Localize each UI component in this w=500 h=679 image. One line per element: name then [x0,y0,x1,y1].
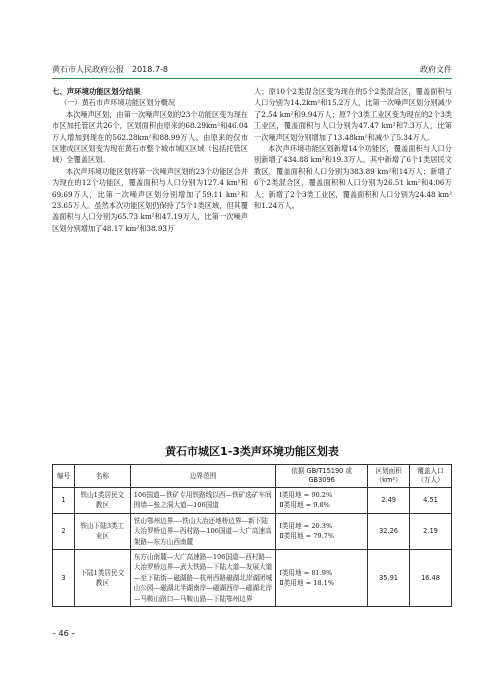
row-no: 3 [53,550,75,607]
table-header-row [53,465,452,488]
land-share-2: Ⅱ类用地 = 79.7% [279,532,335,541]
row-basis [276,550,368,607]
row-pop: 4.51 [410,488,452,514]
right-column [254,86,452,211]
land-share-1: Ⅰ类用地 = 81.9% [279,568,333,577]
paragraph-3: 本次声环境功能区划新增14个功能区，覆盖面积与人口分别新增了434.88 km²和19.3万人。其中新增了6个1类居民文教区，覆盖面积和人口分别为383.89 km²和14万人；新增了6个2类混合区，覆盖面积和人口分别为26.51 km²和4.06万人；新增了2个3类工业区，覆盖面积和人口分别为24.48 km²和1.24万人。 [254,144,452,211]
land-share-1: Ⅰ类用地 = 20.3% [279,522,333,531]
header-pop: 覆盖人口（万人） [410,465,452,488]
row-area: 35.91 [368,550,410,607]
land-share-2: Ⅱ类用地 = 9.8% [279,501,330,510]
row-scope: 106国道—铁矿专用铁路线以西—铁矿选矿车间围墙—张之洞大道—106国道 [130,488,275,514]
header-name: 名称 [74,465,130,488]
row-area: 2.49 [368,488,410,514]
table-title: 黄石市城区1-3类声环境功能区划表 [165,445,339,458]
row-name: 铁山1类居民文教区 [74,488,130,514]
row-name: 铁山下陆3类工业区 [74,513,130,549]
row-no: 1 [53,488,75,514]
paragraph-1: 本次噪声区划，由第一次噪声区划的23个功能区变为现在市区加托管区共26个，区划面积由原来的68.29km²和46.04万人增加到现在的562.28km²和88.99万人。由原来的仅市区建成区区划变为现在黄石市整个城市城区区域（包括托管区域）全覆盖区划。 [52,109,248,165]
section-label: 政府文件 [420,65,452,74]
row-basis [276,513,368,549]
header-basis: 依据 GB/T15190 或 GB3096 [276,465,368,488]
page-number: – 46 – [52,629,76,638]
page-header [52,62,452,79]
header-no: 编号 [53,465,75,488]
row-pop: 16.48 [410,550,452,607]
land-share-2: Ⅱ类用地 = 18.1% [279,579,335,588]
header-scope: 边界范围 [130,465,275,488]
row-pop: 2.19 [410,513,452,549]
section-title: 七、声环境功能区划分结果 [52,87,141,96]
row-name: 下陆1类居民文教区 [74,550,130,607]
left-column [52,86,248,234]
journal-title: 黄石市人民政府公报 2018.7-8 [52,65,168,74]
table-row [53,488,452,514]
row-area: 32.26 [368,513,410,549]
header-area: 区划面积（km²） [368,465,410,488]
row-scope: 东方山南麓—大广高速路—106国道—西村路—大冶罗桥边界—武大铁路—下陆大道—发展大道—至下陆街—磁湖路—杭州西路磁湖北岸湖团城山公园—磁湖北半湖南岸—磁湖西岸—磁湖北岸—马鞍山路口—马鞍山路—下陆鄂州边界 [130,550,275,607]
paragraph-2-continued: 人；原10个2类混合区变为现在的5个2类混合区，覆盖面积与人口分别为14.2km²和15.2万人，比第一次噪声区划分别减少了2.54 km²和9.94万人；原7个3类工业区变为现在的2个3类工业区，覆盖面积与人口分别为47.47 km²和7.3万人，比第一次噪声区划分别增加了13.48km²和减少了5.34万人。 [254,87,452,142]
paragraph-2: 本次声环境功能区划将第一次噪声区划的23个功能区合并为现在的12个功能区，覆盖面积与人口分别为127.4 km²和69.69万人，比第一次噪声区划分别增加了59.11 km²和23.65万人。虽然本次功能区划仍保持了5个1类区域，但其覆盖面积与人口分别为65.73 km²和47.19万人，比第一次噪声区划分别增加了48.17 km²和38.93万 [52,166,248,233]
row-scope: 铁山鄂州边界—-铁山大冶还地桥边界—新下陆大冶罗桥边界—西村路—106国道—大广高速高架路—东方山西南麓 [130,513,275,549]
row-basis [276,488,368,514]
land-share-1: Ⅰ类用地 = 90.2% [279,491,333,499]
table-row [53,513,452,549]
subsection-title: （一）黄石市声环境功能区划分概况 [60,98,176,108]
table-row [53,550,452,607]
row-no: 2 [53,513,75,549]
zone-table [52,464,452,607]
